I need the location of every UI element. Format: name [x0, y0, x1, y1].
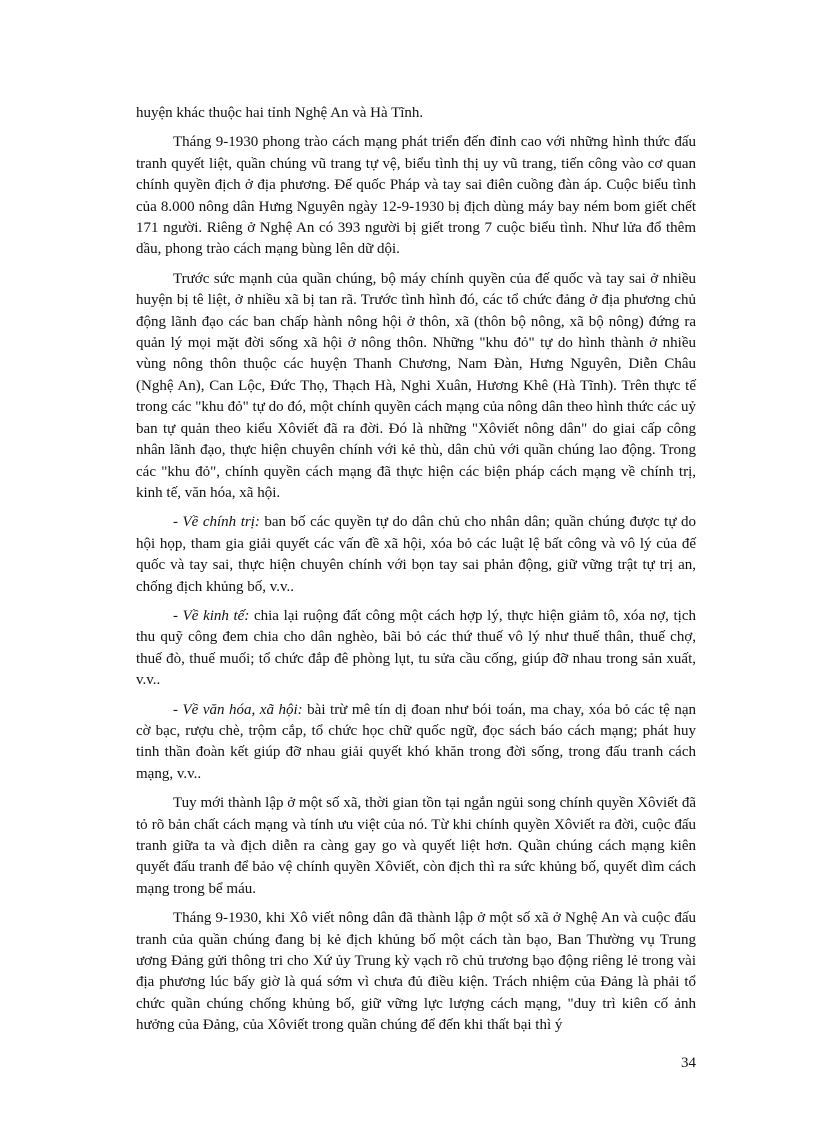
body-text — [136, 103, 696, 1045]
paragraph: Tháng 9-1930, khi Xô viết nông dân đã thành lập ở một số xã ở Nghệ An và cuộc đấu tranh của quần chúng đang bị kẻ địch khủng bố một cách tàn bạo, Ban Thường vụ Trung ương Đảng gửi thông tri cho Xứ ủy Trung kỳ vạch rõ chủ trương bạo động riêng lẻ trong vài địa phương lúc bấy giờ là quá sớm vì chưa đủ điều kiện. Trách nhiệm của Đảng là phải tổ chức quần chúng chống khủng bố, giữ vững lực lượng cách mạng, "duy trì kiên cố ảnh hưởng của Đảng, của Xôviết trong quần chúng để đến khi thất bại thì ý — [136, 910, 696, 1034]
item-label: - Về chính trị: — [173, 514, 260, 531]
item-label: - Về kinh tế: — [173, 607, 250, 624]
list-paragraph-economy — [136, 606, 696, 692]
item-text: bài trừ mê tín dị đoan như bói toán, ma chay, xóa bỏ các tệ nạn cờ bạc, rượu chè, trộm cắp, tổ chức học chữ quốc ngữ, đọc sách báo cách mạng; phát huy tinh thần đoàn kết giúp đỡ nhau giải quyết khó khăn trong đời sống, trong đấu tranh cách mạng, v.v.. — [136, 701, 696, 782]
item-text: ban bố các quyền tự do dân chủ cho nhân dân; quần chúng được tự do hội họp, tham gia giải quyết các vấn đề xã hội, xóa bỏ các luật lệ bất công và vô lý của đế quốc và tay sai, thực hiện chuyên chính với bọn tay sai phản động, giữ vững trật tự trị an, chống địch khủng bố, v.v.. — [136, 514, 696, 595]
paragraph: Tháng 9-1930 phong trào cách mạng phát triển đến đỉnh cao với những hình thức đấu tranh quyết liệt, quần chúng vũ trang tự vệ, biểu tình thị uy vũ trang, tiến công vào cơ quan chính quyền địch ở địa phương. Đế quốc Pháp và tay sai điên cuồng đàn áp. Cuộc biểu tình của 8.000 nông dân Hưng Nguyên ngày 12-9-1930 bị địch dùng máy bay ném bom giết chết 171 người. Riêng ở Nghệ An có 393 người bị giết trong 7 cuộc biểu tình. Như lửa đổ thêm dầu, phong trào cách mạng bùng lên dữ dội. — [136, 134, 696, 258]
item-label: - Về văn hóa, xã hội: — [173, 701, 303, 718]
paragraph: Trước sức mạnh của quần chúng, bộ máy chính quyền của đế quốc và tay sai ở nhiều huyện bị tê liệt, ở nhiều xã bị tan rã. Trước tình hình đó, các tổ chức đảng ở địa phương chủ động lãnh đạo các ban chấp hành nông hội ở thôn, xã (thôn bộ nông, xã bộ nông) đứng ra quản lý mọi mặt đời sống xã hội ở nông thôn. Những "khu đỏ" tự do hình thành ở nhiều vùng nông thôn thuộc các huyện Thanh Chương, Nam Đàn, Hưng Nguyên, Diễn Châu (Nghệ An), Can Lộc, Đức Thọ, Thạch Hà, Nghi Xuân, Hương Khê (Hà Tĩnh). Trên thực tế trong các "khu đỏ" tự do đó, một chính quyền cách mạng của nông dân theo hình thức các uỷ ban tự quản theo kiểu Xôviết đã ra đời. Đó là những "Xôviết nông dân" do giai cấp công nhân lãnh đạo, thực hiện chuyên chính với kẻ thù, dân chủ với quần chúng lao động. Trong các "khu đỏ", chính quyền cách mạng đã thực hiện các biện pháp cách mạng về chính trị, kinh tế, văn hóa, xã hội. — [136, 270, 696, 501]
list-paragraph-politics — [136, 512, 696, 598]
list-paragraph-culture — [136, 700, 696, 786]
page-number: 34 — [681, 1055, 696, 1071]
paragraph-continuation: huyện khác thuộc hai tỉnh Nghệ An và Hà Tĩnh. — [136, 105, 424, 121]
paragraph: Tuy mới thành lập ở một số xã, thời gian tồn tại ngắn ngủi song chính quyền Xôviết đã tỏ rõ bản chất cách mạng và tính ưu việt của nó. Từ khi chính quyền Xôviết ra đời, cuộc đấu tranh giữa ta và địch diễn ra càng gay go và quyết liệt hơn. Quần chúng cách mạng kiên quyết đấu tranh để bảo vệ chính quyền Xôviết, còn địch thì ra sức khủng bố, quyết dìm cách mạng trong bể máu. — [136, 795, 696, 897]
item-text: chia lại ruộng đất công một cách hợp lý, thực hiện giảm tô, xóa nợ, tịch thu quỹ công đem chia cho dân nghèo, bãi bỏ các thứ thuế vô lý như thuế thân, thuế chợ, thuế đò, thuế muối; tổ chức đắp đê phòng lụt, tu sửa cầu cống, giúp đỡ nhau trong sản xuất, v.v.. — [136, 607, 696, 689]
